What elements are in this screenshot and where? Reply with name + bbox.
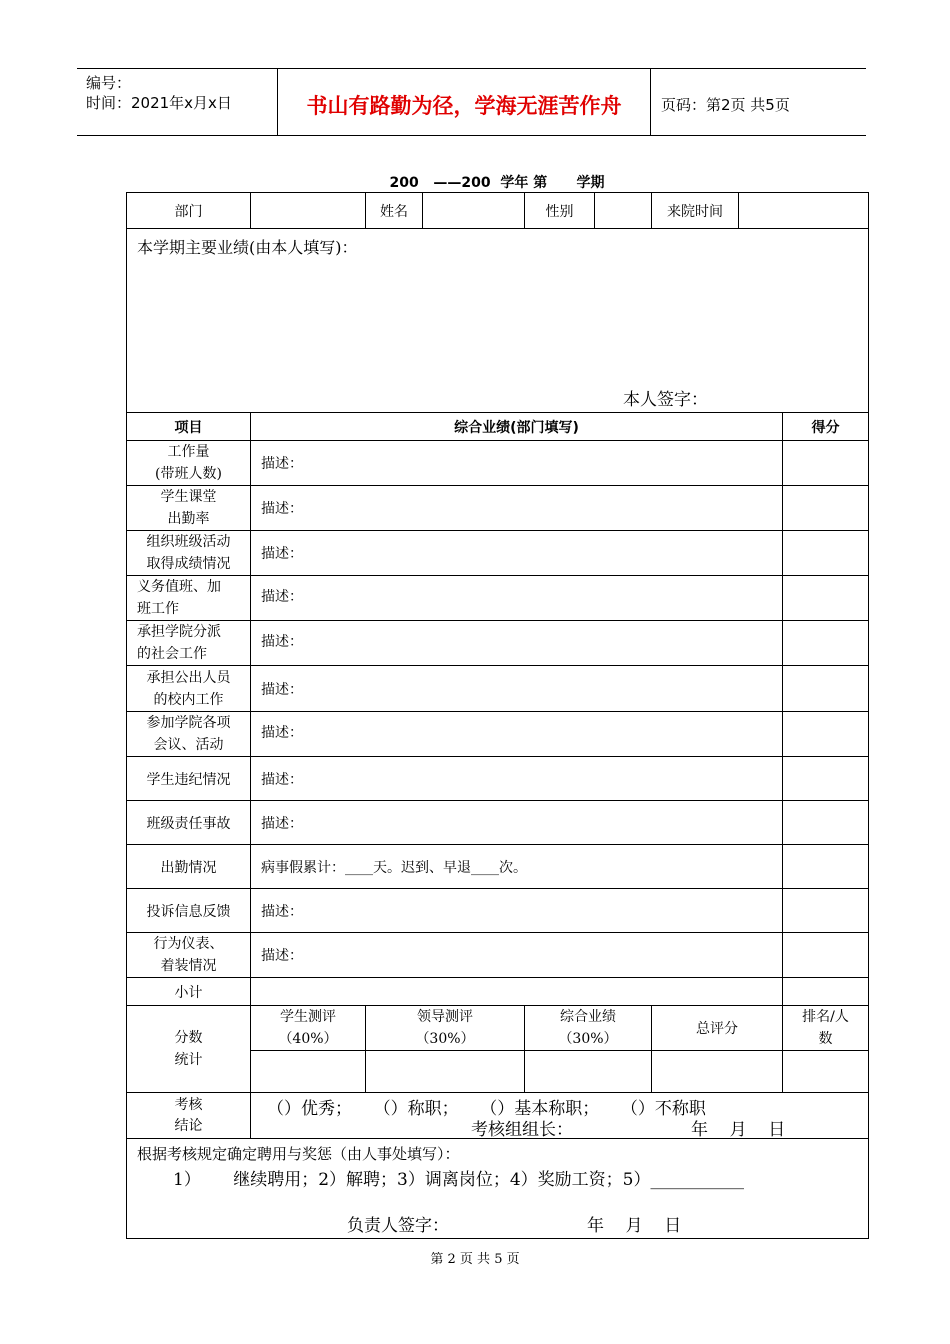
subtotal-field[interactable]: [251, 978, 783, 1006]
gender-label: 性别: [525, 193, 595, 229]
attendance-row: [127, 845, 869, 889]
rank-value[interactable]: [783, 1051, 869, 1093]
table-row: [127, 712, 869, 757]
item-description[interactable]: 描述：: [251, 531, 783, 576]
page-label: 页码：第2页 共5页: [661, 96, 790, 114]
score-stats-label: 分数 统计: [127, 1006, 251, 1093]
table-row: [127, 666, 869, 712]
table-row: [127, 486, 869, 531]
info-row: [127, 193, 869, 229]
item-description[interactable]: 描述：: [251, 486, 783, 531]
self-signature-label: 本人签字：: [623, 390, 708, 410]
table-row: [127, 531, 869, 576]
hr-label: 根据考核规定确定聘用与奖惩（由人事处填写）：: [137, 1145, 460, 1163]
item-label: 学生违纪情况: [127, 757, 251, 801]
total-value[interactable]: [652, 1051, 783, 1093]
table-row: [127, 441, 869, 486]
attendance-description[interactable]: 病事假累计：____天。迟到、早退____次。: [251, 845, 783, 889]
conclusion-options[interactable]: （）优秀； （）称职； （）基本称职； （）不称职: [267, 1099, 706, 1119]
item-score[interactable]: [783, 621, 869, 666]
conclusion-cell[interactable]: [251, 1093, 869, 1139]
table-row: [127, 621, 869, 666]
item-description[interactable]: 描述：: [251, 576, 783, 621]
evaluation-form: [126, 192, 869, 1239]
department-label: 部门: [127, 193, 251, 229]
hr-options[interactable]: 1） 继续聘用；2）解聘；3）调离岗位；4）奖励工资；5）___________: [173, 1170, 745, 1190]
item-score[interactable]: [783, 933, 869, 978]
table-row: [127, 757, 869, 801]
table-row: [127, 576, 869, 621]
header-bottom-rule: [77, 135, 866, 136]
score-header: 得分: [783, 413, 869, 441]
leader-eval-header: 领导测评 （30%）: [366, 1006, 525, 1051]
page-footer: 第 2 页 共 5 页: [430, 1252, 520, 1267]
item-description[interactable]: 描述：: [251, 441, 783, 486]
item-label: 投诉信息反馈: [127, 889, 251, 933]
arrival-time-field[interactable]: [739, 193, 869, 229]
motto: 书山有路勤为径，学海无涯苦作舟: [306, 94, 622, 118]
overall-header: 综合业绩 （30%）: [525, 1006, 652, 1051]
conclusion-row: [127, 1093, 869, 1139]
attendance-score[interactable]: [783, 845, 869, 889]
score-stats-header-row: [127, 1006, 869, 1051]
item-score[interactable]: [783, 441, 869, 486]
attendance-label: 出勤情况: [127, 845, 251, 889]
item-score[interactable]: [783, 666, 869, 712]
item-label: 行为仪表、 着装情况: [127, 933, 251, 978]
table-header-row: [127, 413, 869, 441]
item-description[interactable]: 描述：: [251, 933, 783, 978]
table-row: [127, 801, 869, 845]
overall-value[interactable]: [525, 1051, 652, 1093]
item-label: 学生课堂 出勤率: [127, 486, 251, 531]
hr-date: 年 月 日: [587, 1216, 682, 1236]
hr-cell[interactable]: [127, 1139, 869, 1239]
conclusion-label: 考核 结论: [127, 1093, 251, 1139]
rank-header: 排名/人 数: [783, 1006, 869, 1051]
header-divider-right: [650, 68, 651, 136]
item-label: 义务值班、加 班工作: [127, 576, 251, 621]
performance-header: 综合业绩(部门填写): [251, 413, 783, 441]
hr-signature-label: 负责人签字：: [347, 1216, 449, 1236]
number-label: 编号：: [86, 74, 132, 92]
item-score[interactable]: [783, 576, 869, 621]
self-report-label: 本学期主要业绩(由本人填写)：: [137, 238, 358, 257]
subtotal-row: [127, 978, 869, 1006]
department-field[interactable]: [251, 193, 366, 229]
arrival-time-label: 来院时间: [652, 193, 739, 229]
table-row: [127, 889, 869, 933]
item-score[interactable]: [783, 801, 869, 845]
leader-label: 考核组组长：: [471, 1120, 573, 1140]
item-description[interactable]: 描述：: [251, 712, 783, 757]
item-description[interactable]: 描述：: [251, 666, 783, 712]
item-label: 工作量 (带班人数): [127, 441, 251, 486]
total-header: 总评分: [652, 1006, 783, 1051]
hr-row: [127, 1139, 869, 1239]
self-report-row: [127, 229, 869, 413]
header-top-rule: [77, 68, 866, 69]
subtotal-label: 小计: [127, 978, 251, 1006]
item-label: 承担学院分派 的社会工作: [127, 621, 251, 666]
item-label: 参加学院各项 会议、活动: [127, 712, 251, 757]
item-description[interactable]: 描述：: [251, 801, 783, 845]
item-score[interactable]: [783, 486, 869, 531]
item-description[interactable]: 描述：: [251, 621, 783, 666]
item-description[interactable]: 描述：: [251, 889, 783, 933]
self-report-cell[interactable]: [127, 229, 869, 413]
item-label: 承担公出人员 的校内工作: [127, 666, 251, 712]
item-label: 组织班级活动 取得成绩情况: [127, 531, 251, 576]
name-label: 姓名: [366, 193, 423, 229]
subtotal-score[interactable]: [783, 978, 869, 1006]
item-score[interactable]: [783, 531, 869, 576]
item-header: 项目: [127, 413, 251, 441]
conclusion-date: 年 月 日: [691, 1120, 786, 1140]
item-description[interactable]: 描述：: [251, 757, 783, 801]
item-score[interactable]: [783, 889, 869, 933]
name-field[interactable]: [423, 193, 525, 229]
gender-field[interactable]: [595, 193, 652, 229]
table-row: [127, 933, 869, 978]
student-eval-header: 学生测评 （40%）: [251, 1006, 366, 1051]
page-title: 200 ——200 学年 第 学期: [389, 175, 605, 191]
item-label: 班级责任事故: [127, 801, 251, 845]
item-score[interactable]: [783, 712, 869, 757]
date-label: 时间：2021年x月x日: [86, 94, 232, 112]
student-eval-value[interactable]: [251, 1051, 366, 1093]
item-score[interactable]: [783, 757, 869, 801]
leader-eval-value[interactable]: [366, 1051, 525, 1093]
